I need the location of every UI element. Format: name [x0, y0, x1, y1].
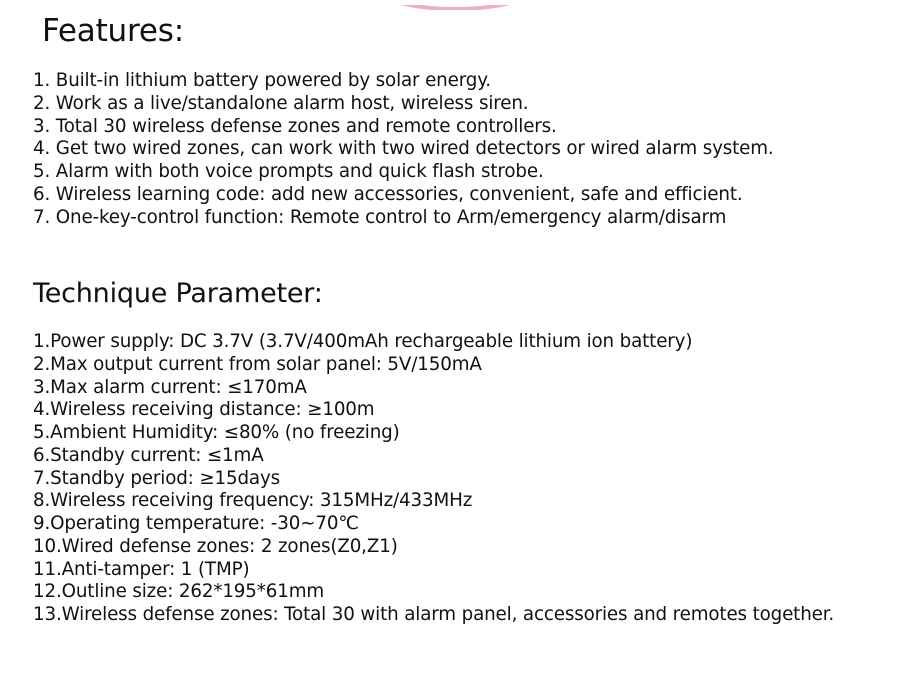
- feature-item: 5. Alarm with both voice prompts and quick flash strobe.: [33, 161, 544, 183]
- parameter-item: 10.Wired defense zones: 2 zones(Z0,Z1): [33, 535, 398, 557]
- parameter-item: 8.Wireless receiving frequency: 315MHz/433MHz: [33, 490, 473, 512]
- parameter-item: 5.Ambient Humidity: ≤80% (no freezing): [33, 422, 400, 443]
- technique-parameter-heading: Technique Parameter:: [33, 278, 323, 309]
- arc-graphic: [0, 5, 900, 10]
- feature-item: 6. Wireless learning code: add new accessories, convenient, safe and efficient.: [33, 183, 743, 205]
- feature-item: 7. One-key-control function: Remote control to Arm/emergency alarm/disarm: [33, 206, 727, 228]
- parameter-item: 7.Standby period: ≥15days: [33, 467, 281, 489]
- parameter-item: 4.Wireless receiving distance: ≥100m: [33, 399, 375, 421]
- parameter-item: 2.Max output current from solar panel: 5V/150mA: [33, 353, 482, 375]
- feature-item: 3. Total 30 wireless defense zones and remote controllers.: [33, 115, 557, 137]
- parameter-item: 12.Outline size: 262*195*61mm: [33, 581, 325, 603]
- features-list: [33, 70, 774, 230]
- parameter-item: 6.Standby current: ≤1mA: [33, 444, 264, 466]
- top-decorative-arc: [0, 0, 900, 10]
- parameter-item: 3.Max alarm current: ≤170mA: [33, 376, 307, 398]
- parameter-item: 9.Operating temperature: -30~70℃: [33, 513, 359, 534]
- features-heading: Features:: [42, 13, 184, 49]
- feature-item: 4. Get two wired zones, can work with two wired detectors or wired alarm system.: [33, 138, 774, 160]
- parameter-item: 13.Wireless defense zones: Total 30 with alarm panel, accessories and remotes together.: [33, 604, 835, 625]
- parameter-item: 1.Power supply: DC 3.7V (3.7V/400mAh rechargeable lithium ion battery): [33, 331, 693, 352]
- feature-item: 2. Work as a live/standalone alarm host, wireless siren.: [33, 92, 529, 114]
- parameter-item: 11.Anti-tamper: 1 (TMP): [33, 558, 250, 580]
- technique-parameter-list: [33, 331, 834, 627]
- feature-item: 1. Built-in lithium battery powered by solar energy.: [33, 70, 491, 91]
